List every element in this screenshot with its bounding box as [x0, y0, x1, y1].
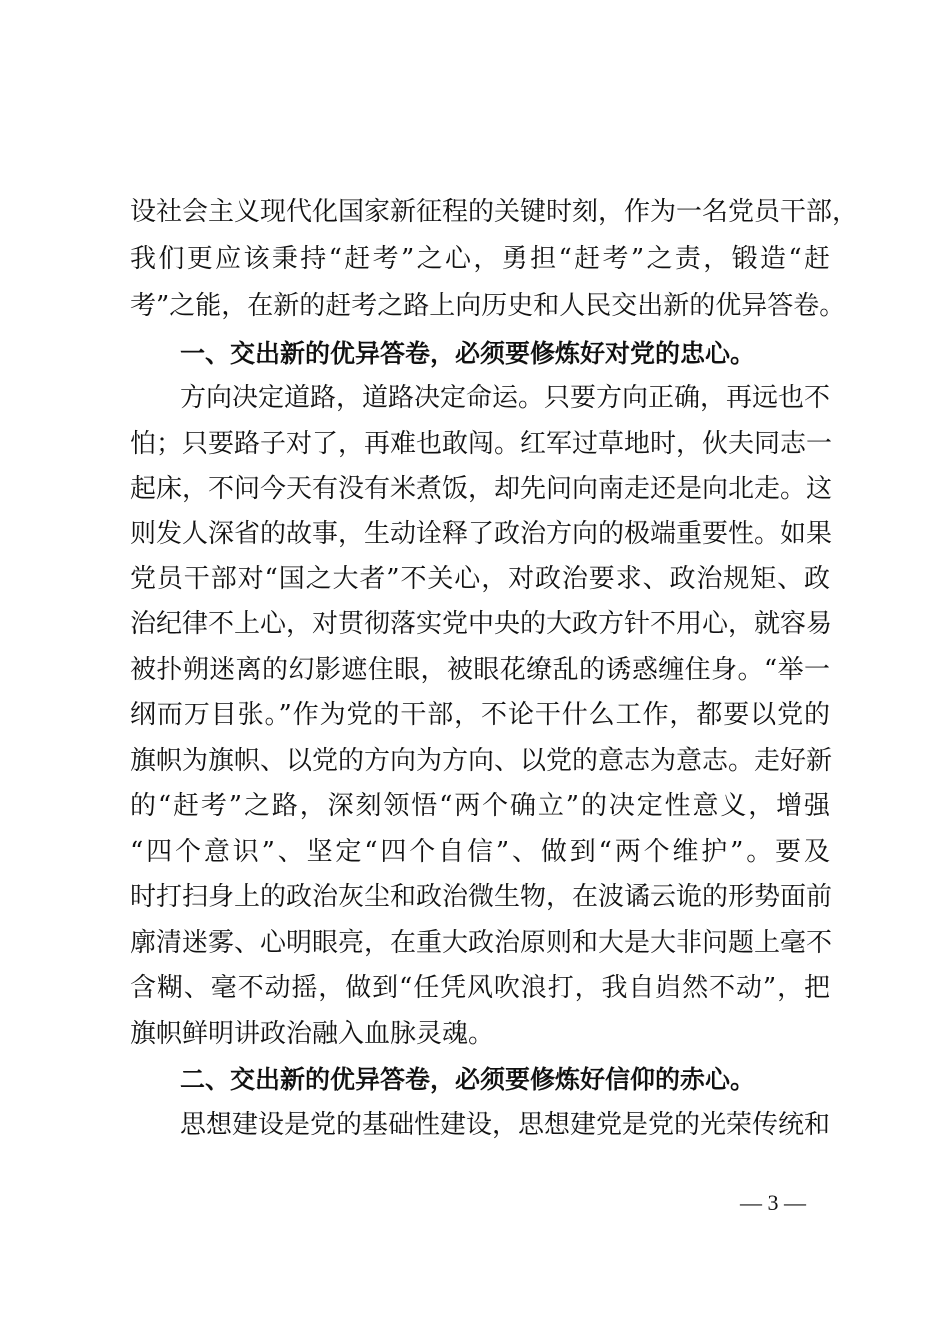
paragraph-1-line-15: 旗帜鲜明讲政治融入血脉灵魂。 — [130, 1019, 495, 1049]
paragraph-1-line-1: 方向决定道路，道路决定命运。只要方向正确，再远也不 — [180, 383, 831, 413]
paragraph-1-line-6: 治纪律不上心，对贯彻落实党中央的大政方针不用心，就容易 — [130, 609, 833, 639]
paragraph-1-line-10: 的“赶考”之路，深刻领悟“两个确立”的决定性意义，增强 — [130, 791, 830, 821]
section-heading-1: 一、交出新的优异答卷，必须要修炼好对党的忠心。 — [180, 339, 756, 368]
paragraph-1-line-2: 怕；只要路子对了，再难也敢闯。红军过草地时，伙夫同志一 — [130, 429, 833, 459]
intro-line-2: 我们更应该秉持“赶考”之心，勇担“赶考”之责，锻造“赶 — [130, 244, 830, 274]
intro-line-1: 设社会主义现代化国家新征程的关键时刻，作为一名党员干部， — [130, 197, 859, 227]
paragraph-1-line-9: 旗帜为旗帜、以党的方向为方向、以党的意志为意志。走好新 — [130, 746, 833, 776]
paragraph-1-line-7: 被扑朔迷离的幻影遮住眼，被眼花缭乱的诱惑缠住身。“举一 — [130, 655, 830, 685]
paragraph-1-line-4: 则发人深省的故事，生动诠释了政治方向的极端重要性。如果 — [130, 519, 833, 549]
paragraph-1-line-11: “四个意识”、坚定“四个自信”、做到“两个维护”。要及 — [130, 837, 830, 867]
paragraph-2-line-1: 思想建设是党的基础性建设，思想建党是党的光荣传统和 — [180, 1110, 831, 1140]
paragraph-1-line-5: 党员干部对“国之大者”不关心，对政治要求、政治规矩、政 — [130, 564, 830, 594]
section-heading-2: 二、交出新的优异答卷，必须要修炼好信仰的赤心。 — [180, 1065, 756, 1094]
paragraph-1-line-13: 廓清迷雾、心明眼亮，在重大政治原则和大是大非问题上毫不 — [130, 928, 833, 958]
paragraph-1-line-8: 纲而万目张。”作为党的干部，不论干什么工作，都要以党的 — [130, 700, 830, 730]
intro-line-3: 考”之能，在新的赶考之路上向历史和人民交出新的优异答卷。 — [130, 291, 846, 321]
paragraph-1-line-12: 时打扫身上的政治灰尘和政治微生物，在波谲云诡的形势面前 — [130, 882, 833, 912]
paragraph-1-line-14: 含糊、毫不动摇，做到“任凭风吹浪打，我自岿然不动”，把 — [130, 973, 830, 1003]
page-number: — 3 — — [740, 1190, 806, 1215]
paragraph-1-line-3: 起床，不问今天有没有米煮饭，却先问向南走还是向北走。这 — [130, 474, 833, 504]
